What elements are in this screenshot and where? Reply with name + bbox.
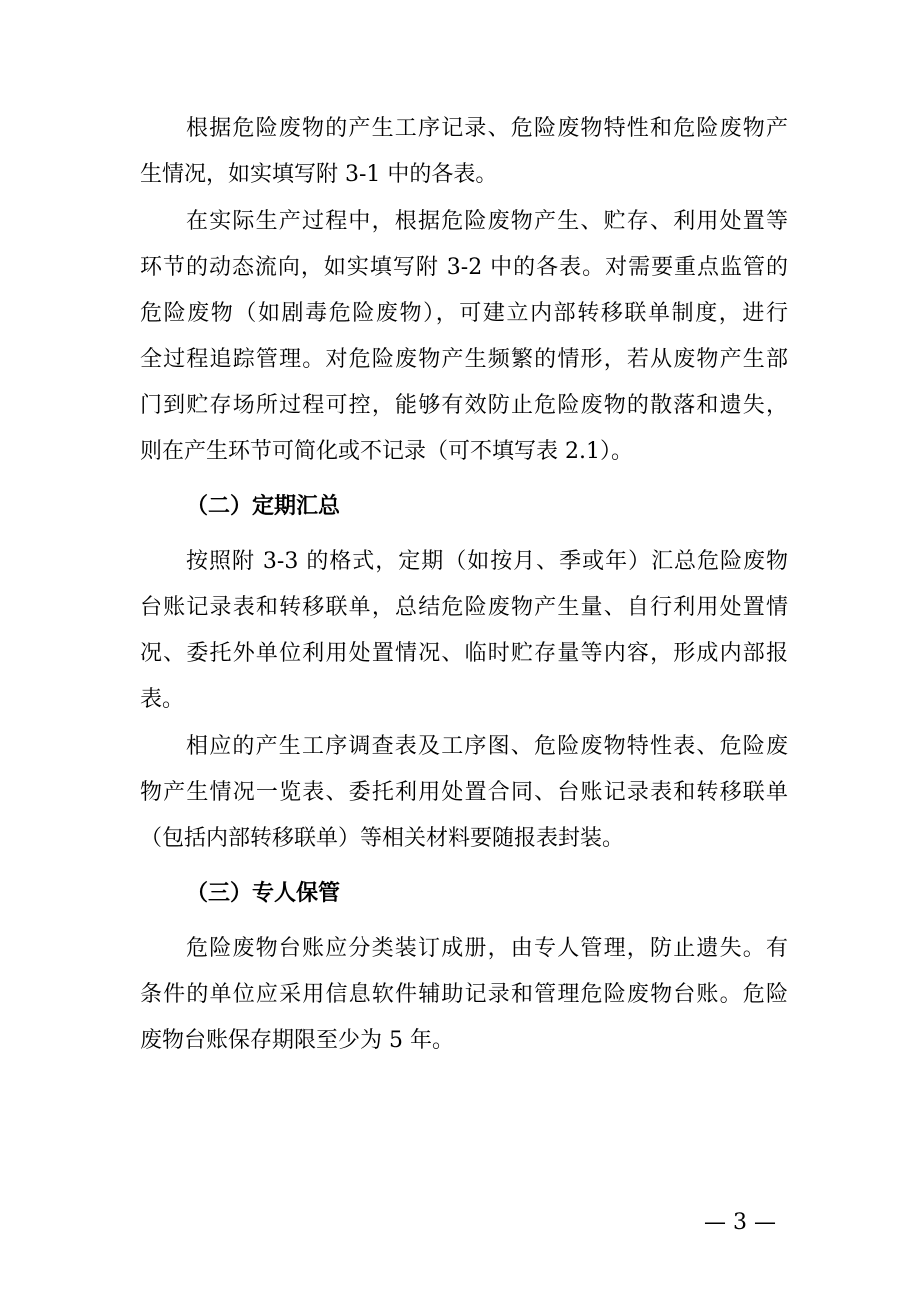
paragraph-3-line-4: 表。	[140, 687, 185, 712]
paragraph-4-line-3: （包括内部转移联单）等相关材料要随报表封装。	[140, 826, 625, 851]
paragraph-2-line-1: 在实际生产过程中，根据危险废物产生、贮存、利用处置等	[186, 209, 788, 234]
paragraph-4-line-1: 相应的产生工序调查表及工序图、危险废物特性表、危险废	[186, 734, 788, 759]
section-heading-custodian: （三）专人保管	[186, 881, 341, 906]
paragraph-2-line-3: 危险废物（如剧毒危险废物），可建立内部转移联单制度，进行	[140, 301, 788, 326]
paragraph-5-line-2: 条件的单位应采用信息软件辅助记录和管理危险废物台账。危险	[140, 982, 788, 1007]
paragraph-4-line-2: 物产生情况一览表、委托利用处置合同、台账记录表和转移联单	[140, 780, 788, 805]
paragraph-1-line-2: 生情况，如实填写附 3-1 中的各表。	[140, 162, 498, 187]
paragraph-2-line-4: 全过程追踪管理。对危险废物产生频繁的情形，若从废物产生部	[140, 347, 788, 372]
section-heading-periodic-summary: （二）定期汇总	[186, 494, 341, 519]
paragraph-3-line-3: 况、委托外单位利用处置情况、临时贮存量等内容，形成内部报	[140, 641, 788, 666]
paragraph-3-line-1: 按照附 3-3 的格式，定期（如按月、季或年）汇总危险废物	[186, 549, 788, 574]
paragraph-5-line-1: 危险废物台账应分类装订成册，由专人管理，防止遗失。有	[186, 936, 788, 961]
paragraph-2-line-5: 门到贮存场所过程可控，能够有效防止危险废物的散落和遗失，	[140, 393, 788, 418]
paragraph-3-line-2: 台账记录表和转移联单，总结危险废物产生量、自行利用处置情	[140, 595, 788, 620]
paragraph-2-line-2: 环节的动态流向，如实填写附 3-2 中的各表。对需要重点监管的	[140, 255, 788, 280]
page-number: — 3 —	[704, 1210, 776, 1235]
paragraph-2-line-6: 则在产生环节可简化或不记录（可不填写表 2.1）。	[140, 439, 633, 464]
paragraph-5-line-3: 废物台账保存期限至少为 5 年。	[140, 1028, 454, 1053]
paragraph-1-line-1: 根据危险废物的产生工序记录、危险废物特性和危险废物产	[186, 116, 788, 141]
